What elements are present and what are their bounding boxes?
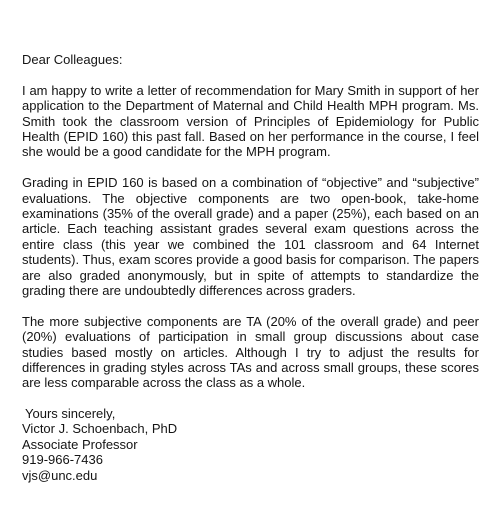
spacer xyxy=(22,67,479,82)
paragraph-grading: Grading in EPID 160 is based on a combination of “objective” and “subjective” evaluations. The objective components are two open-book, take-home examinations (35% of the overall grade) and a paper (25%), each based on an article. Each teaching assistant grades several exam questions across the entire class (this year we combined the 101 classroom and 64 Internet students). Thus, exam scores provide a good basis for comparison. The papers are also graded anonymously, but in spite of attempts to standardize the grading there are undoubtedly differences across graders. xyxy=(22,175,479,299)
signer-email: vjs@unc.edu xyxy=(22,467,98,483)
spacer xyxy=(22,160,479,175)
signer-title: Associate Professor xyxy=(22,436,138,452)
signer-name: Victor J. Schoenbach, PhD xyxy=(22,421,178,437)
paragraph-subjective-components: The more subjective components are TA (20% of the overall grade) and peer (20%) evaluations of participation in small group discussions about case studies based mostly on articles. Although I try to adjust the results for differences in grading styles across TAs and across small groups, these scores are less comparable across the class as a whole. xyxy=(22,313,479,391)
signer-phone: 919-966-7436 xyxy=(22,452,103,468)
spacer xyxy=(22,298,479,313)
paragraph-recommendation: I am happy to write a letter of recommendation for Mary Smith in support of her application to the Department of Maternal and Child Health MPH program. Ms. Smith took the classroom version of Principles of Epidemiology for Public Health (EPID 160) this past fall. Based on her performance in the course, I feel she would be a good candidate for the MPH program. xyxy=(22,82,479,160)
closing: Yours sincerely, xyxy=(25,405,116,421)
signature-block xyxy=(22,406,479,483)
spacer xyxy=(22,391,479,406)
salutation: Dear Colleagues: xyxy=(22,52,123,67)
